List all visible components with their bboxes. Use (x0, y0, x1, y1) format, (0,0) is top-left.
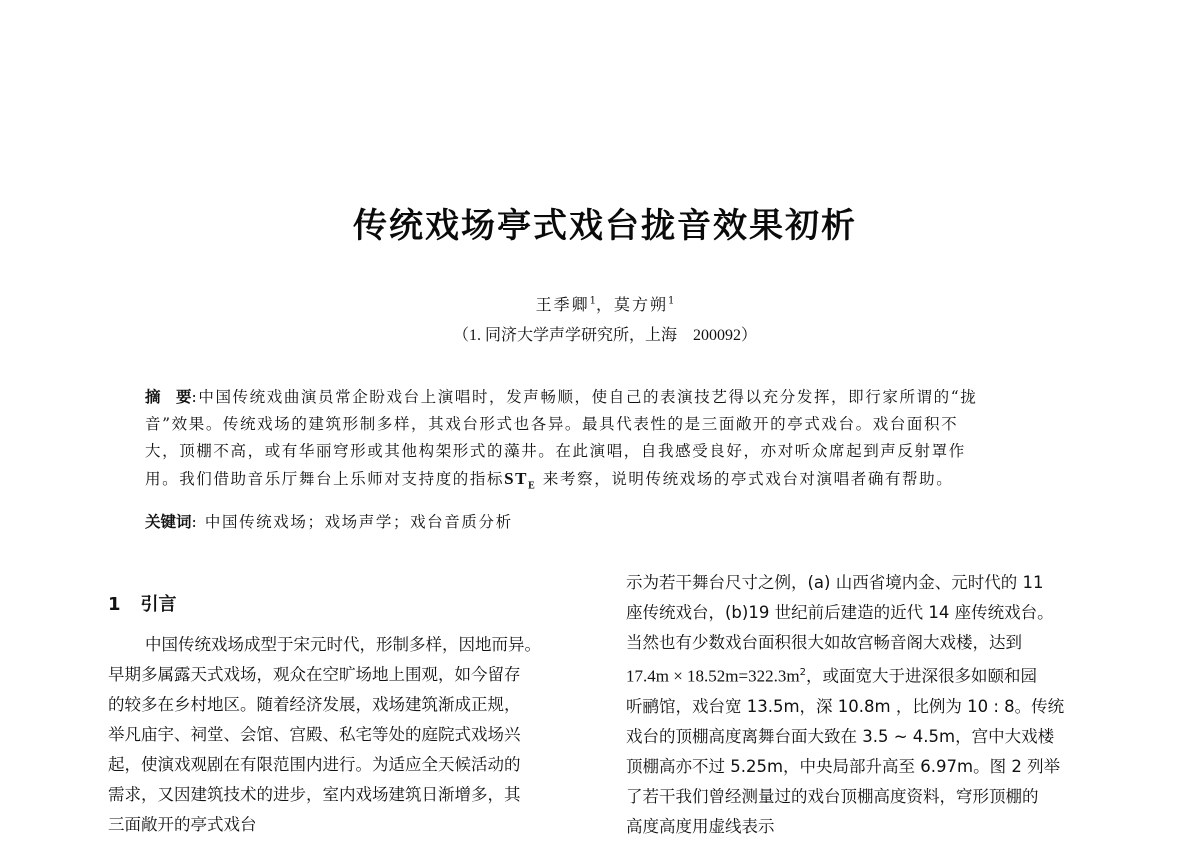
author-name: 莫方朔 (614, 295, 669, 314)
abstract-line: 大，顶棚不高，或有华丽穹形或其他构架形式的藻井。在此演唱，自我感受良好，亦对听众席起到声反射罩作 (145, 442, 966, 460)
right-column (626, 568, 1108, 842)
abstract (145, 384, 1075, 499)
body-line: 三面敞开的亭式戏台 (108, 815, 257, 834)
section-title: 引言 (140, 594, 177, 615)
body-line: 高度高度用虚线表示 (626, 816, 775, 836)
keywords-label: 关键词 (145, 513, 192, 531)
affiliation: （1. 同济大学声学研究所，上海 200092） (452, 327, 757, 344)
body-line: 中国传统戏场成型于宋元时代，形制多样，因地而异。 (145, 635, 541, 654)
body-line: 听鹂馆，戏台宽 13.5m，深 10.8m ，比例为 10 : 8。传统 (626, 696, 1065, 716)
keywords-colon: : (191, 513, 199, 531)
section-number: 1 (108, 594, 121, 615)
abstract-text: 来考察，说明传统戏场的亭式戏台对演唱者确有帮助。 (536, 470, 954, 488)
left-column (108, 630, 590, 840)
body-line: 举凡庙宇、祠堂、会馆、宫殿、私宅等处的庭院式戏场兴 (108, 725, 521, 744)
index-sub: E (528, 480, 537, 492)
affiliation-mark: 1 (668, 295, 675, 307)
body-line: 需求，又因建筑技术的进步，室内戏场建筑日渐增多，其 (108, 785, 521, 804)
body-line (626, 658, 1108, 692)
paper-title: 传统戏场亭式戏台拢音效果初析 (353, 206, 857, 246)
abstract-colon: : (191, 388, 199, 406)
abstract-text: 用。我们借助音乐厅舞台上乐师对支持度的指标 (145, 470, 505, 488)
abstract-text: 中国传统戏曲演员常企盼戏台上演唱时，发声畅顺，使自己的表演技艺得以充分发挥，即行家所谓的“拢 (198, 388, 978, 406)
body-line: 了若干我们曾经测量过的戏台顶棚高度资料，穹形顶棚的 (626, 786, 1039, 806)
keywords-text: 中国传统戏场；戏场声学；戏台音质分析 (198, 513, 513, 531)
area-formula: 17.4m × 18.52m=322.3m (626, 666, 800, 686)
abstract-line (145, 465, 1075, 499)
area-superscript: 2 (799, 667, 806, 678)
body-text: ，或面宽大于进深很多如颐和园 (805, 666, 1037, 686)
author-line (0, 292, 1200, 315)
body-line: 的较多在乡村地区。随着经济发展，戏场建筑渐成正规， (108, 695, 521, 714)
body-line: 座传统戏台，(b)19 世纪前后建造的近代 14 座传统戏台。 (626, 603, 1054, 622)
body-line: 早期多属露天式戏场，观众在空旷场地上围观，如今留存 (108, 665, 521, 684)
author-separator: ， (595, 295, 614, 314)
ste-index (504, 469, 537, 492)
section-heading (108, 590, 177, 616)
abstract-line (145, 384, 1075, 411)
body-line: 起，使演戏观剧在有限范围内进行。为适应全天候活动的 (108, 755, 521, 774)
affiliation-mark: 1 (589, 295, 596, 307)
abstract-line: 音”效果。传统戏场的建筑形制多样，其戏台形式也各异。最具代表性的是三面敞开的亭式戏台。戏台面积不 (145, 415, 959, 433)
body-line: 戏台的顶棚高度离舞台面大致在 3.5 ~ 4.5m，宫中大戏楼 (626, 726, 1055, 746)
body-line: 示为若干舞台尺寸之例，(a) 山西省境内金、元时代的 11 (626, 573, 1044, 592)
author-name: 王季卿 (535, 295, 590, 314)
index-main: ST (504, 469, 529, 488)
keywords (145, 510, 513, 532)
abstract-label: 摘 要 (145, 388, 192, 406)
body-line: 当然也有少数戏台面积很大如故宫畅音阁大戏楼，达到 (626, 633, 1022, 652)
body-line: 顶棚高亦不过 5.25m，中央局部升高至 6.97m。图 2 列举 (626, 756, 1061, 776)
